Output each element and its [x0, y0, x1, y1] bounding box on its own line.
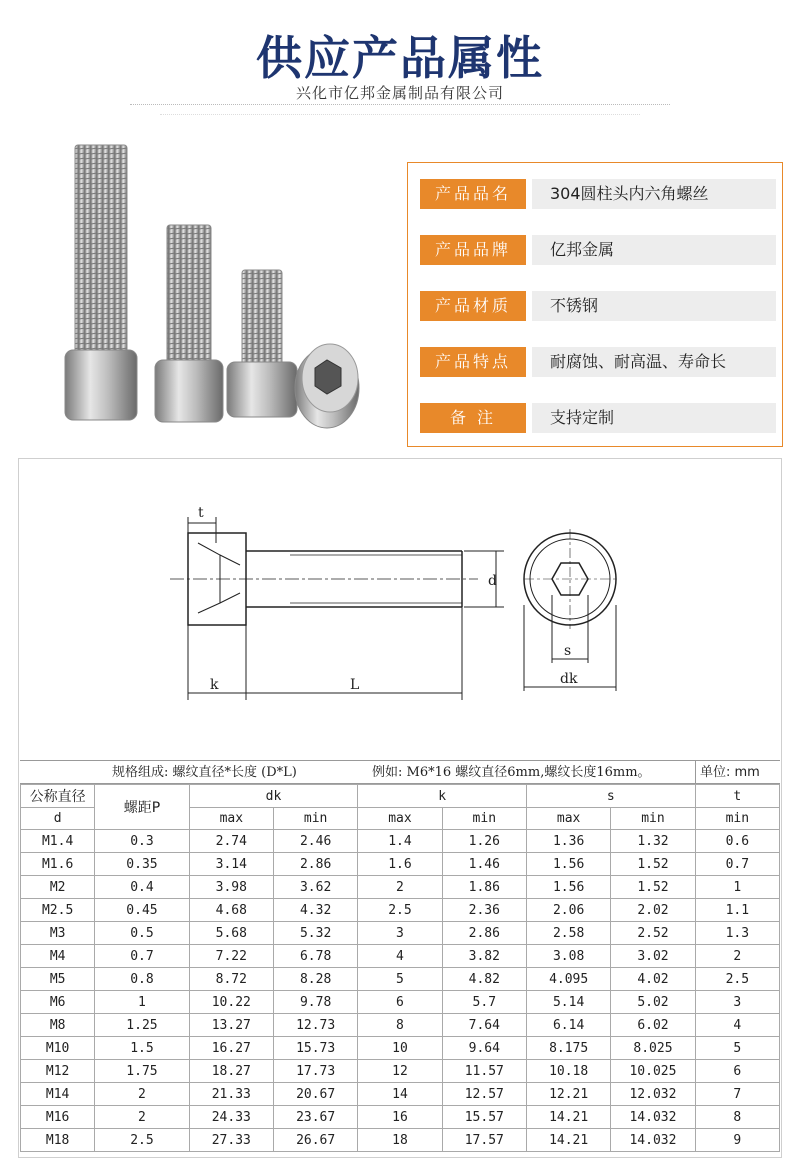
- cell-dk-min: 15.73: [273, 1037, 357, 1060]
- cell-dk-min: 3.62: [273, 876, 357, 899]
- cell-k-min: 2.36: [442, 899, 526, 922]
- spec-table: [20, 784, 780, 1152]
- cell-dk-min: 6.78: [273, 945, 357, 968]
- header-nominal-sub: d: [21, 808, 95, 830]
- note-separator: [695, 761, 696, 785]
- cell-nominal-d: M2.5: [21, 899, 95, 922]
- sub-dk-min: min: [273, 808, 357, 830]
- cell-dk-max: 3.98: [189, 876, 273, 899]
- cell-pitch: 1.75: [95, 1060, 189, 1083]
- attr-label-material: 产品材质: [420, 291, 526, 321]
- sub-s-min: min: [611, 808, 695, 830]
- cell-k-min: 15.57: [442, 1106, 526, 1129]
- attr-label-remark: 备 注: [420, 403, 526, 433]
- cell-dk-max: 10.22: [189, 991, 273, 1014]
- table-row: [21, 1106, 780, 1129]
- header-pitch: 螺距P: [95, 785, 189, 830]
- attr-value-material: 不锈钢: [532, 291, 776, 321]
- cell-k-max: 1.6: [358, 853, 442, 876]
- cell-dk-min: 4.32: [273, 899, 357, 922]
- cell-s-max: 3.08: [526, 945, 610, 968]
- screw-head-view: [295, 344, 359, 428]
- cell-t-min: 1: [695, 876, 779, 899]
- cell-s-max: 2.58: [526, 922, 610, 945]
- cell-s-max: 5.14: [526, 991, 610, 1014]
- attr-row-material: [420, 291, 776, 321]
- cell-dk-min: 17.73: [273, 1060, 357, 1083]
- cell-nominal-d: M5: [21, 968, 95, 991]
- cell-s-min: 12.032: [611, 1083, 695, 1106]
- cell-nominal-d: M4: [21, 945, 95, 968]
- cell-k-min: 12.57: [442, 1083, 526, 1106]
- cell-k-min: 1.86: [442, 876, 526, 899]
- header-dk: dk: [189, 785, 358, 808]
- cell-k-max: 5: [358, 968, 442, 991]
- dim-k-label: k: [210, 677, 219, 693]
- cell-pitch: 2.5: [95, 1129, 189, 1152]
- cell-k-min: 3.82: [442, 945, 526, 968]
- spec-note-bar: [20, 760, 780, 784]
- dim-dk-label: dk: [560, 671, 578, 687]
- table-row: [21, 876, 780, 899]
- cell-s-min: 1.52: [611, 853, 695, 876]
- dim-d-label: d: [488, 573, 497, 589]
- cell-k-max: 2.5: [358, 899, 442, 922]
- screw-short: [227, 270, 297, 417]
- attr-row-features: [420, 347, 776, 377]
- cell-t-min: 7: [695, 1083, 779, 1106]
- sub-dk-max: max: [189, 808, 273, 830]
- screw-long: [65, 145, 137, 420]
- cell-pitch: 1.5: [95, 1037, 189, 1060]
- attr-row-remark: [420, 403, 776, 433]
- cell-t-min: 2: [695, 945, 779, 968]
- header-t: t: [695, 785, 779, 808]
- cell-pitch: 2: [95, 1083, 189, 1106]
- cell-nominal-d: M2: [21, 876, 95, 899]
- cell-nominal-d: M16: [21, 1106, 95, 1129]
- cell-k-min: 2.86: [442, 922, 526, 945]
- cell-s-min: 14.032: [611, 1129, 695, 1152]
- dim-L-label: L: [350, 677, 360, 693]
- cell-dk-max: 27.33: [189, 1129, 273, 1152]
- cell-pitch: 0.8: [95, 968, 189, 991]
- cell-s-min: 6.02: [611, 1014, 695, 1037]
- cell-s-min: 5.02: [611, 991, 695, 1014]
- cell-pitch: 0.45: [95, 899, 189, 922]
- cell-s-max: 1.56: [526, 876, 610, 899]
- cell-s-max: 1.36: [526, 830, 610, 853]
- cell-k-max: 2: [358, 876, 442, 899]
- cell-k-max: 10: [358, 1037, 442, 1060]
- attr-row-brand: [420, 235, 776, 265]
- attr-label-name: 产品品名: [420, 179, 526, 209]
- cell-dk-max: 7.22: [189, 945, 273, 968]
- attr-value-name: 304圆柱头内六角螺丝: [532, 179, 776, 209]
- cell-pitch: 1.25: [95, 1014, 189, 1037]
- cell-k-min: 9.64: [442, 1037, 526, 1060]
- cell-pitch: 0.7: [95, 945, 189, 968]
- cell-t-min: 5: [695, 1037, 779, 1060]
- spec-example: 例如: M6*16 螺纹直径6mm,螺纹长度16mm。: [372, 765, 651, 780]
- cell-pitch: 0.4: [95, 876, 189, 899]
- cell-s-max: 14.21: [526, 1129, 610, 1152]
- cell-s-max: 2.06: [526, 899, 610, 922]
- cell-k-min: 11.57: [442, 1060, 526, 1083]
- cell-nominal-d: M14: [21, 1083, 95, 1106]
- cell-k-min: 7.64: [442, 1014, 526, 1037]
- attr-value-remark: 支持定制: [532, 403, 776, 433]
- company-name: 兴化市亿邦金属制品有限公司: [295, 84, 504, 102]
- header-s: s: [526, 785, 695, 808]
- cell-s-max: 12.21: [526, 1083, 610, 1106]
- cell-s-min: 14.032: [611, 1106, 695, 1129]
- cell-nominal-d: M8: [21, 1014, 95, 1037]
- cell-pitch: 0.3: [95, 830, 189, 853]
- cell-s-max: 10.18: [526, 1060, 610, 1083]
- cell-nominal-d: M1.4: [21, 830, 95, 853]
- cell-dk-max: 16.27: [189, 1037, 273, 1060]
- cell-k-min: 1.46: [442, 853, 526, 876]
- cell-s-min: 1.52: [611, 876, 695, 899]
- cell-s-min: 1.32: [611, 830, 695, 853]
- cell-nominal-d: M3: [21, 922, 95, 945]
- spec-composition: 规格组成: 螺纹直径*长度 (D*L): [112, 765, 297, 780]
- dim-k-L: [188, 607, 462, 700]
- table-row: [21, 853, 780, 876]
- cell-t-min: 4: [695, 1014, 779, 1037]
- cell-t-min: 2.5: [695, 968, 779, 991]
- product-photo: [55, 130, 400, 430]
- cell-s-max: 14.21: [526, 1106, 610, 1129]
- table-row: [21, 945, 780, 968]
- cell-dk-min: 2.46: [273, 830, 357, 853]
- spec-unit: 单位: mm: [700, 765, 760, 780]
- cell-pitch: 0.35: [95, 853, 189, 876]
- cell-dk-min: 2.86: [273, 853, 357, 876]
- dim-s-label: s: [564, 643, 572, 659]
- cell-dk-max: 5.68: [189, 922, 273, 945]
- cell-s-min: 10.025: [611, 1060, 695, 1083]
- cell-s-max: 6.14: [526, 1014, 610, 1037]
- header-k: k: [358, 785, 527, 808]
- cell-k-min: 17.57: [442, 1129, 526, 1152]
- attr-row-name: [420, 179, 776, 209]
- cell-s-min: 8.025: [611, 1037, 695, 1060]
- cell-nominal-d: M1.6: [21, 853, 95, 876]
- cell-k-max: 1.4: [358, 830, 442, 853]
- spec-table-body: [21, 830, 780, 1152]
- end-view: [524, 529, 616, 629]
- page-title: 供应产品属性: [256, 31, 544, 85]
- cell-dk-max: 4.68: [189, 899, 273, 922]
- cell-dk-max: 13.27: [189, 1014, 273, 1037]
- cell-k-max: 6: [358, 991, 442, 1014]
- cell-t-min: 0.7: [695, 853, 779, 876]
- dim-t-label: t: [198, 505, 204, 521]
- cell-dk-min: 12.73: [273, 1014, 357, 1037]
- cell-dk-max: 21.33: [189, 1083, 273, 1106]
- table-row: [21, 1129, 780, 1152]
- cell-k-max: 8: [358, 1014, 442, 1037]
- table-header-row: [21, 785, 780, 808]
- header-nominal: 公称直径: [21, 785, 95, 808]
- cell-k-min: 4.82: [442, 968, 526, 991]
- title-divider: [130, 104, 670, 105]
- product-attributes-panel: [407, 162, 783, 447]
- table-row: [21, 899, 780, 922]
- table-row: [21, 991, 780, 1014]
- cell-k-max: 18: [358, 1129, 442, 1152]
- title-divider-lower: [160, 114, 640, 115]
- cell-s-max: 1.56: [526, 853, 610, 876]
- cell-t-min: 1.3: [695, 922, 779, 945]
- cell-k-min: 5.7: [442, 991, 526, 1014]
- cell-t-min: 6: [695, 1060, 779, 1083]
- cell-s-max: 4.095: [526, 968, 610, 991]
- cell-t-min: 8: [695, 1106, 779, 1129]
- cell-s-max: 8.175: [526, 1037, 610, 1060]
- cell-dk-max: 3.14: [189, 853, 273, 876]
- cell-nominal-d: M10: [21, 1037, 95, 1060]
- cell-s-min: 2.52: [611, 922, 695, 945]
- title-block: [0, 0, 800, 130]
- cell-k-min: 1.26: [442, 830, 526, 853]
- cell-t-min: 3: [695, 991, 779, 1014]
- cell-dk-min: 8.28: [273, 968, 357, 991]
- side-view: [170, 533, 478, 625]
- cell-pitch: 1: [95, 991, 189, 1014]
- attr-value-features: 耐腐蚀、耐高温、寿命长: [532, 347, 776, 377]
- cell-dk-min: 20.67: [273, 1083, 357, 1106]
- sub-t-min: min: [695, 808, 779, 830]
- cell-s-min: 4.02: [611, 968, 695, 991]
- cell-dk-min: 26.67: [273, 1129, 357, 1152]
- table-row: [21, 1060, 780, 1083]
- cell-dk-max: 24.33: [189, 1106, 273, 1129]
- table-row: [21, 1014, 780, 1037]
- cell-t-min: 1.1: [695, 899, 779, 922]
- technical-drawing: [170, 495, 630, 715]
- cell-k-max: 16: [358, 1106, 442, 1129]
- cell-k-max: 4: [358, 945, 442, 968]
- cell-k-max: 3: [358, 922, 442, 945]
- table-row: [21, 1083, 780, 1106]
- cell-dk-max: 18.27: [189, 1060, 273, 1083]
- cell-dk-min: 9.78: [273, 991, 357, 1014]
- cell-nominal-d: M18: [21, 1129, 95, 1152]
- cell-dk-min: 5.32: [273, 922, 357, 945]
- cell-dk-max: 8.72: [189, 968, 273, 991]
- sub-k-min: min: [442, 808, 526, 830]
- cell-pitch: 2: [95, 1106, 189, 1129]
- cell-dk-max: 2.74: [189, 830, 273, 853]
- table-row: [21, 830, 780, 853]
- table-row: [21, 922, 780, 945]
- table-row: [21, 968, 780, 991]
- sub-k-max: max: [358, 808, 442, 830]
- screw-medium: [155, 225, 223, 422]
- cell-s-min: 3.02: [611, 945, 695, 968]
- cell-s-min: 2.02: [611, 899, 695, 922]
- cell-pitch: 0.5: [95, 922, 189, 945]
- cell-t-min: 0.6: [695, 830, 779, 853]
- cell-k-max: 14: [358, 1083, 442, 1106]
- cell-k-max: 12: [358, 1060, 442, 1083]
- sub-s-max: max: [526, 808, 610, 830]
- cell-dk-min: 23.67: [273, 1106, 357, 1129]
- attr-label-brand: 产品品牌: [420, 235, 526, 265]
- attr-value-brand: 亿邦金属: [532, 235, 776, 265]
- cell-nominal-d: M12: [21, 1060, 95, 1083]
- table-row: [21, 1037, 780, 1060]
- attr-label-features: 产品特点: [420, 347, 526, 377]
- cell-t-min: 9: [695, 1129, 779, 1152]
- cell-nominal-d: M6: [21, 991, 95, 1014]
